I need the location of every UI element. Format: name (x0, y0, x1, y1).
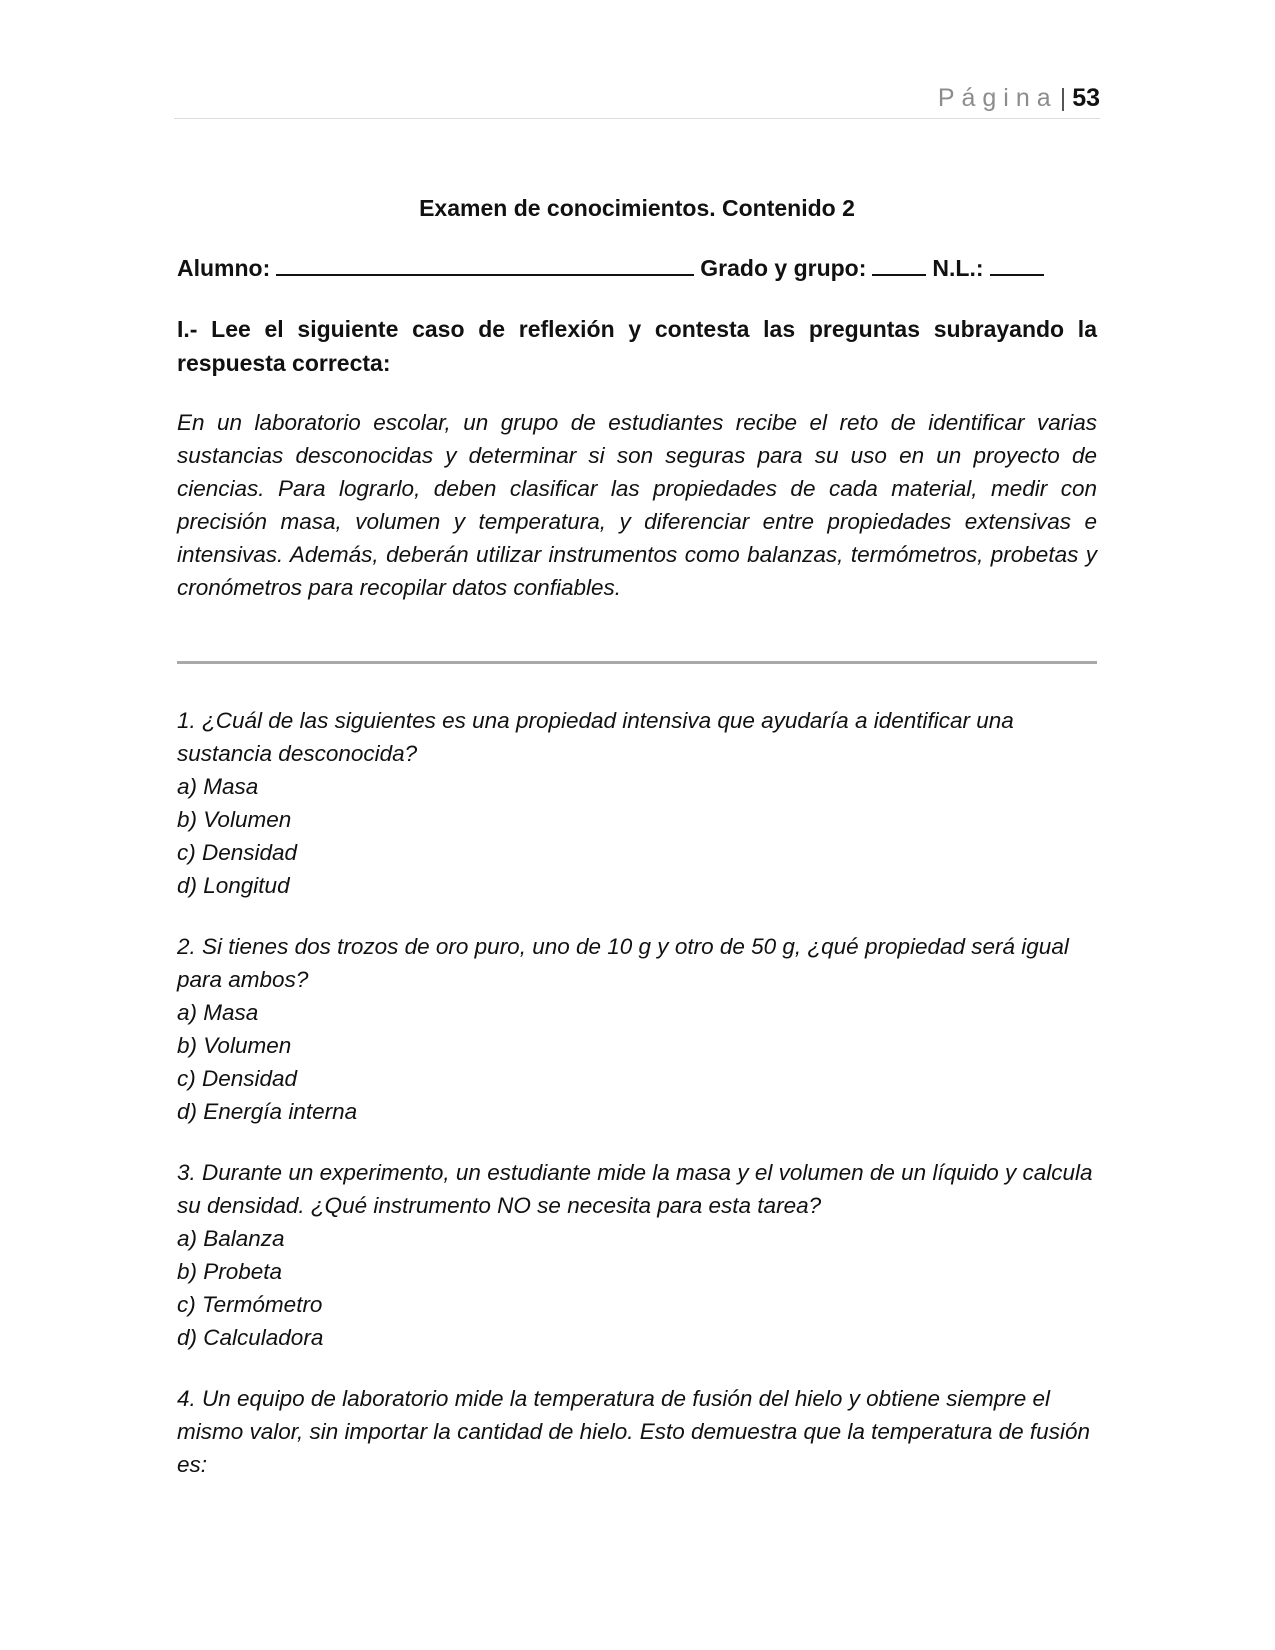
section-instruction: I.- Lee el siguiente caso de reflexión y contesta las preguntas subrayando la respuesta correcta: (177, 316, 1097, 376)
question-1 (177, 704, 1097, 902)
section-divider (177, 661, 1097, 664)
student-info-line (177, 252, 1097, 284)
option-b: b) Probeta (177, 1259, 283, 1284)
exam-content (177, 192, 1097, 604)
option-list (177, 996, 1097, 1128)
question-text: 1. ¿Cuál de las siguientes es una propiedad intensiva que ayudaría a identificar una sustancia desconocida? (177, 708, 1014, 766)
page-number: 53 (1072, 84, 1100, 112)
list-number-label: N.L.: (932, 255, 984, 281)
case-text: En un laboratorio escolar, un grupo de estudiantes recibe el reto de identificar varias sustancias desconocidas y determinar si son seguras para su uso en un proyecto de ciencias. Para lograrlo, deben clasificar las propiedades de cada material, medir con precisión masa, volumen y temperatura, y diferenciar entre propiedades extensivas e intensivas. Además, deberán utilizar instrumentos como balanzas, termómetros, probetas y cronómetros para recopilar datos confiables. (177, 410, 1097, 600)
group-label: Grado y grupo: (700, 255, 867, 281)
question-2 (177, 930, 1097, 1128)
question-list (177, 704, 1097, 1509)
group-blank (872, 252, 926, 276)
option-d: d) Energía interna (177, 1099, 358, 1124)
option-c: c) Termómetro (177, 1292, 323, 1317)
option-c: c) Densidad (177, 1066, 298, 1091)
question-4 (177, 1382, 1097, 1481)
option-d: d) Calculadora (177, 1325, 324, 1350)
option-a: a) Masa (177, 774, 259, 799)
page-header (174, 82, 1100, 119)
student-name-blank (276, 252, 694, 276)
option-d: d) Longitud (177, 873, 290, 898)
option-b: b) Volumen (177, 807, 292, 832)
option-list (177, 770, 1097, 902)
student-label: Alumno: (177, 255, 271, 281)
option-list (177, 1222, 1097, 1354)
list-number-blank (990, 252, 1044, 276)
question-text: 4. Un equipo de laboratorio mide la temperatura de fusión del hielo y obtiene siempre el mismo valor, sin importar la cantidad de hielo. Esto demuestra que la temperatura de fusión es: (177, 1386, 1090, 1477)
page-separator: | (1059, 84, 1067, 112)
page-word: Página (937, 84, 1058, 112)
question-text: 3. Durante un experimento, un estudiante mide la masa y el volumen de un líquido y calcula su densidad. ¿Qué instrumento NO se necesita para esta tarea? (177, 1160, 1093, 1218)
option-a: a) Balanza (177, 1226, 285, 1251)
exam-title: Examen de conocimientos. Contenido 2 (419, 195, 855, 221)
question-text: 2. Si tienes dos trozos de oro puro, uno de 10 g y otro de 50 g, ¿qué propiedad será igual para ambos? (177, 934, 1069, 992)
question-3 (177, 1156, 1097, 1354)
option-b: b) Volumen (177, 1033, 292, 1058)
option-c: c) Densidad (177, 840, 298, 865)
option-a: a) Masa (177, 1000, 259, 1025)
